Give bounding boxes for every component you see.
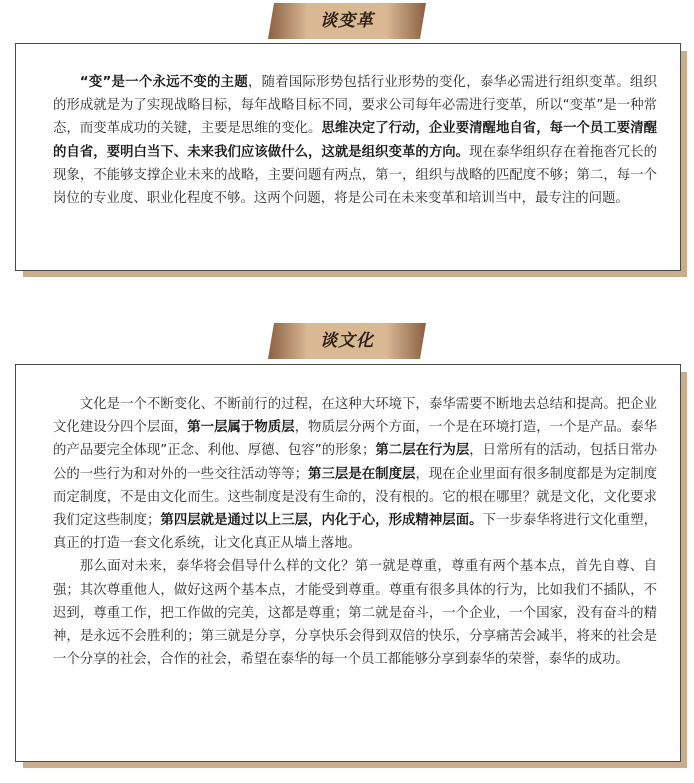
culture-body <box>53 393 657 671</box>
bold-text-run: 第三层是在制度层 <box>308 466 416 482</box>
bold-text-run: 思维决定了行动，企业要清醒地自省，每一个员工要清醒的自省，要明白当下、未来我们应该做什么，这就是组织变革的方向。 <box>53 121 658 160</box>
text-run: ，现在企业里面有很多制度都是为定制度而定制度，不是由文化而生。这些制度是没有生命的，没有根的。它的根在哪里？就是文化，文化要求我们定这些制度； <box>53 466 658 529</box>
text-run: 现在泰华组织存在着拖沓冗长的现象，不能够支撑企业未来的战略，主要问题有两点，第一，组织与战略的匹配度不够；第二，每一个岗位的专业度、职业化程度不够。这两个问题，将是公司在未来变革和培训当中，最专注的问题。 <box>53 144 657 207</box>
bold-text-run: 第一层属于物质层 <box>187 420 295 436</box>
text-run: 下一步泰华将进行文化重塑，真正的打造一套文化系统，让文化真正从墙上落地。 <box>53 513 658 552</box>
culture-card <box>15 364 681 762</box>
paragraph <box>53 71 657 210</box>
text-run: ，日常所有的活动，包括日常办公的一些行为和对外的一些交往活动等等； <box>53 443 658 482</box>
reform-body <box>53 71 657 210</box>
bold-text-run: 第二层在行为层 <box>375 443 470 459</box>
section-title-culture <box>268 322 426 360</box>
bold-text-run: “变”是一个永远不变的主题 <box>79 75 248 90</box>
text-run: 文化是一个不断变化、不断前行的过程，在这种大环境下，泰华需要不断地去总结和提高。把企业文化建设分四个层面， <box>53 397 657 436</box>
text-run: ，随着国际形势包括行业形势的变化，泰华必需进行组织变革。组织的形成就是为了实现战略目标，每年战略目标不同，要求公司每年必需进行变革，所以“变革”是一种常态，而变革成功的关键，主要是思维的变化。 <box>53 75 657 137</box>
paragraph <box>53 393 657 555</box>
paragraph <box>53 555 657 671</box>
section-title-text: 谈变革 <box>320 11 374 31</box>
section-title-reform <box>268 2 426 40</box>
bold-text-run: 第四层就是通过以上三层，内化于心，形成精神层面。 <box>160 513 483 529</box>
section-title-text: 谈文化 <box>320 331 374 351</box>
text-run: ，物质层分两个方面，一个是在环境打造，一个是产品。泰华的产品要完全体现”正念、利他、厚德、包容”的形象； <box>53 420 658 459</box>
reform-card <box>15 43 681 271</box>
text-run: 那么面对未来，泰华将会倡导什么样的文化？第一就是尊重，尊重有两个基本点，首先自尊、自强；其次尊重他人，做好这两个基本点，才能受到尊重。尊重有很多具体的行为，比如我们不插队，不迟到，尊重工作，把工作做的完美，这都是尊重；第二就是奋斗，一个企业，一个国家，没有奋斗的精神，是永远不会胜利的；第三就是分享，分享快乐会得到双倍的快乐，分享痛苦会减半，将来的社会是一个分享的社会，合作的社会，希望在泰华的每一个员工都能够分享到泰华的荣誉，泰华的成功。 <box>53 559 657 668</box>
